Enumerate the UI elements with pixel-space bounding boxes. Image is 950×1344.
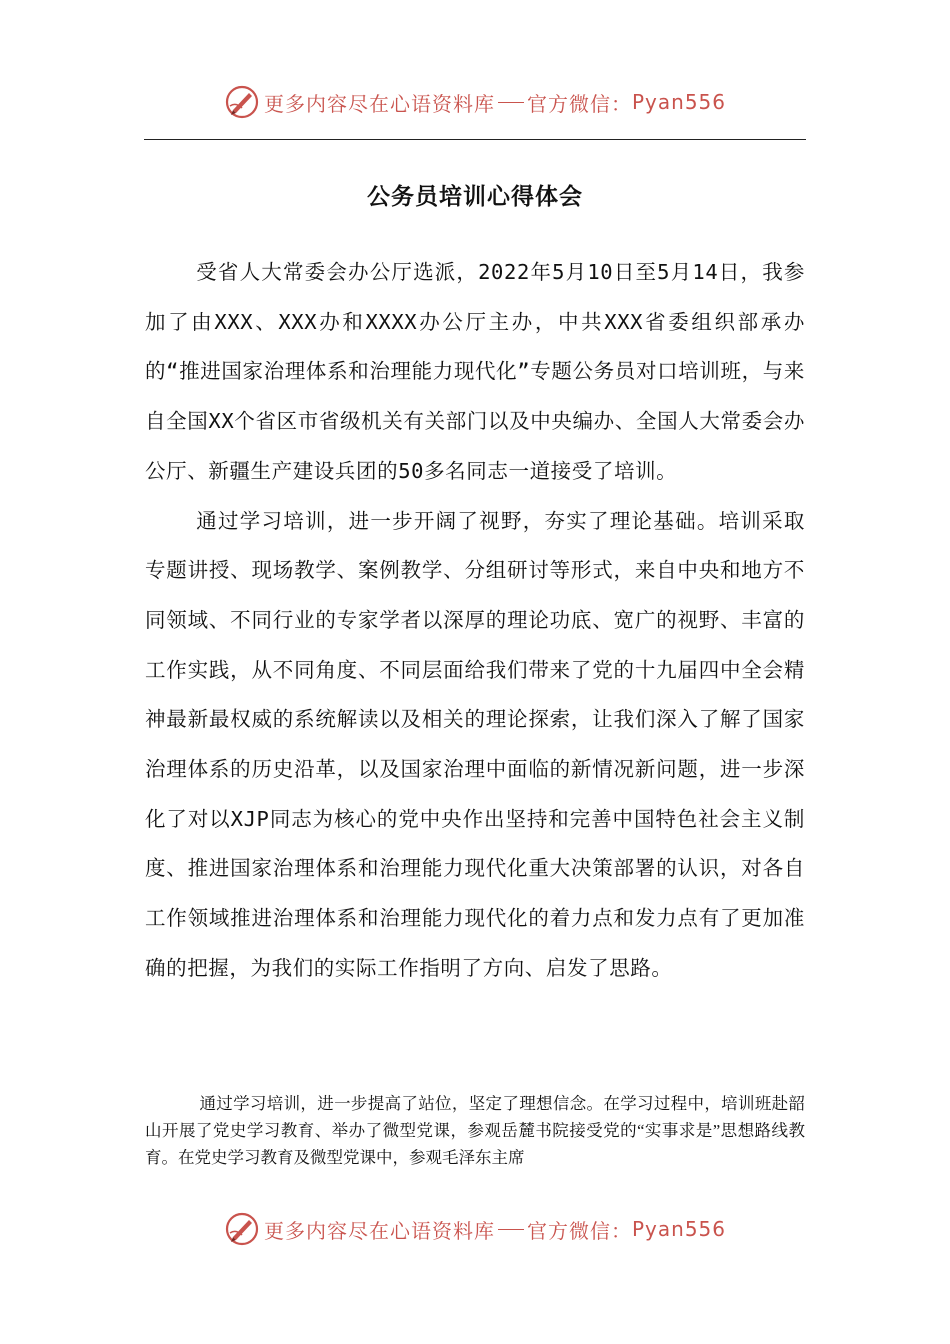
header-watermark-id: Pyan556 xyxy=(631,90,726,114)
header-watermark-dash xyxy=(498,102,524,103)
footer-watermark-text-1: 更多内容尽在心语资料库 xyxy=(263,1218,495,1243)
header-watermark-text-2: 官方微信： xyxy=(526,91,632,116)
document-title: 公务员培训心得体会 xyxy=(367,184,583,210)
header-divider xyxy=(144,139,806,140)
footer-watermark xyxy=(0,1207,950,1251)
paragraph-3: 通过学习培训，进一步提高了站位，坚定了理想信念。在学习过程中，培训班赴韶山开展了党史学习教育、举办了微型党课，参观岳麓书院接受党的“实事求是”思想路线教育。在党史学习教育及微型党课中，参观毛泽东主席 xyxy=(145,1094,805,1167)
document-body xyxy=(145,248,805,994)
paragraph-1: 受省人大常委会办公厅选派，2022年5月10日至5月14日，我参加了由XXX、XXX办和XXXX办公厅主办，中共XXX省委组织部承办的“推进国家治理体系和治理能力现代化”专题公务员对口培训班，与来自全国XX个省区市省级机关有关部门以及中央编办、全国人大常委会办公厅、新疆生产建设兵团的50多名同志一道接受了培训。 xyxy=(145,260,805,483)
header-watermark xyxy=(0,80,950,124)
pen-logo-icon xyxy=(224,1211,260,1247)
pen-logo-icon xyxy=(224,84,260,120)
footer-watermark-text-2: 官方微信： xyxy=(526,1218,632,1243)
footer-watermark-dash xyxy=(498,1229,524,1230)
header-watermark-text-1: 更多内容尽在心语资料库 xyxy=(263,91,495,116)
paragraph-2: 通过学习培训，进一步开阔了视野，夯实了理论基础。培训采取专题讲授、现场教学、案例教学、分组研讨等形式，来自中央和地方不同领域、不同行业的专家学者以深厚的理论功底、宽广的视野、丰富的工作实践，从不同角度、不同层面给我们带来了党的十九届四中全会精神最新最权威的系统解读以及相关的理论探索，让我们深入了解了国家治理体系的历史沿革，以及国家治理中面临的新情况新问题，进一步深化了对以XJP同志为核心的党中央作出坚持和完善中国特色社会主义制度、推进国家治理体系和治理能力现代化重大决策部署的认识，对各自工作领域推进治理体系和治理能力现代化的着力点和发力点有了更加准确的把握，为我们的实际工作指明了方向、启发了思路。 xyxy=(145,508,805,980)
footer-watermark-id: Pyan556 xyxy=(631,1217,726,1241)
